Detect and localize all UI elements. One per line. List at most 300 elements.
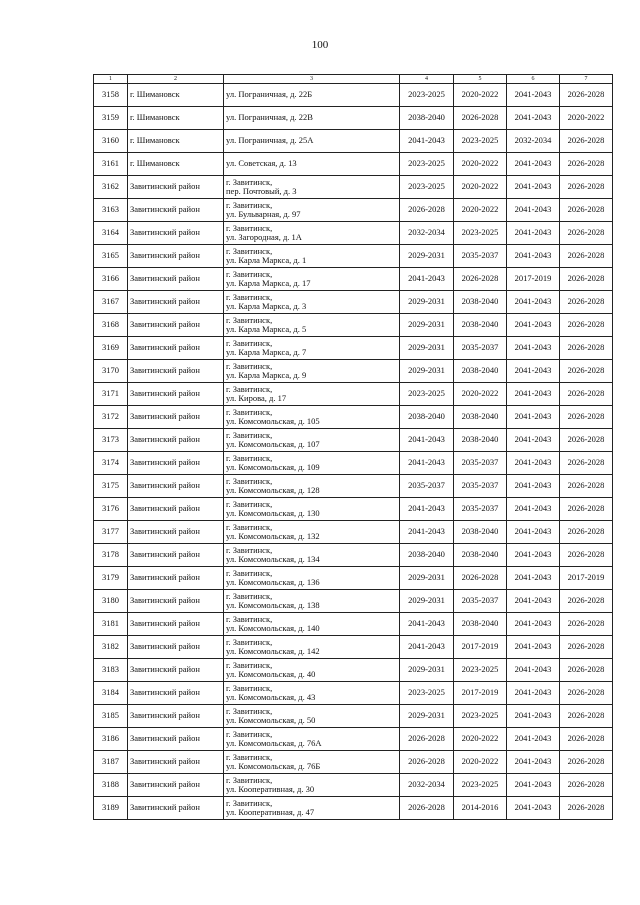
municipality-cell: Завитинский район bbox=[128, 705, 224, 728]
period-col4-cell: 2032-2034 bbox=[400, 774, 454, 797]
period-col7-cell: 2026-2028 bbox=[560, 521, 613, 544]
period-col6-cell: 2041-2043 bbox=[507, 636, 560, 659]
address-line-1: г. Завитинск, bbox=[226, 636, 273, 647]
address-line-1: г. Завитинск, bbox=[226, 567, 273, 578]
municipality-cell: Завитинский район bbox=[128, 475, 224, 498]
table-row bbox=[94, 153, 613, 176]
period-col6-cell: 2041-2043 bbox=[507, 337, 560, 360]
address-line-2: ул. Карла Маркса, д. 5 bbox=[226, 324, 307, 334]
period-col6-cell: 2041-2043 bbox=[507, 590, 560, 613]
period-col6-cell: 2041-2043 bbox=[507, 728, 560, 751]
address-line-1: г. Завитинск, bbox=[226, 291, 273, 302]
table-row bbox=[94, 797, 613, 820]
address-line-2: ул. Карла Маркса, д. 9 bbox=[226, 370, 307, 380]
period-col4-cell: 2023-2025 bbox=[400, 383, 454, 406]
period-col4-cell: 2029-2031 bbox=[400, 659, 454, 682]
address-cell bbox=[224, 659, 400, 682]
municipality-cell: Завитинский район bbox=[128, 291, 224, 314]
address-line-1: г. Завитинск, bbox=[226, 544, 273, 555]
period-col4-cell: 2041-2043 bbox=[400, 452, 454, 475]
table-row bbox=[94, 544, 613, 567]
period-col6-cell: 2032-2034 bbox=[507, 130, 560, 153]
row-number-cell: 3178 bbox=[94, 544, 128, 567]
period-col5-cell: 2038-2040 bbox=[454, 544, 507, 567]
period-col5-cell: 2035-2037 bbox=[454, 498, 507, 521]
row-number-cell: 3175 bbox=[94, 475, 128, 498]
period-col6-cell: 2041-2043 bbox=[507, 245, 560, 268]
address-cell bbox=[224, 291, 400, 314]
address-cell bbox=[224, 498, 400, 521]
address-cell bbox=[224, 636, 400, 659]
period-col5-cell: 2017-2019 bbox=[454, 682, 507, 705]
period-col7-cell: 2026-2028 bbox=[560, 268, 613, 291]
address-cell bbox=[224, 705, 400, 728]
address-cell bbox=[224, 406, 400, 429]
housing-registry-table bbox=[93, 74, 613, 820]
address-line-1: г. Завитинск, bbox=[226, 314, 273, 325]
column-number-row bbox=[94, 75, 613, 84]
address-line-1: г. Завитинск, bbox=[226, 429, 273, 440]
period-col6-cell: 2041-2043 bbox=[507, 107, 560, 130]
address-line-1: г. Завитинск, bbox=[226, 590, 273, 601]
period-col7-cell: 2020-2022 bbox=[560, 107, 613, 130]
address-line-1: ул. Пограничная, д. 22В bbox=[226, 112, 313, 123]
period-col5-cell: 2017-2019 bbox=[454, 636, 507, 659]
address-line-1: г. Завитинск, bbox=[226, 383, 273, 394]
period-col5-cell: 2038-2040 bbox=[454, 429, 507, 452]
period-col7-cell: 2026-2028 bbox=[560, 153, 613, 176]
period-col5-cell: 2035-2037 bbox=[454, 590, 507, 613]
row-number-cell: 3183 bbox=[94, 659, 128, 682]
column-number: 6 bbox=[507, 75, 560, 84]
period-col4-cell: 2029-2031 bbox=[400, 590, 454, 613]
address-line-1: г. Завитинск, bbox=[226, 613, 273, 624]
address-line-2: ул. Комсомольская, д. 142 bbox=[226, 646, 320, 656]
municipality-cell: Завитинский район bbox=[128, 314, 224, 337]
address-line-2: ул. Комсомольская, д. 140 bbox=[226, 623, 320, 633]
table-row bbox=[94, 84, 613, 107]
period-col4-cell: 2041-2043 bbox=[400, 521, 454, 544]
table-row bbox=[94, 659, 613, 682]
table-row bbox=[94, 613, 613, 636]
table-row bbox=[94, 636, 613, 659]
period-col5-cell: 2038-2040 bbox=[454, 521, 507, 544]
address-cell bbox=[224, 245, 400, 268]
row-number-cell: 3159 bbox=[94, 107, 128, 130]
period-col5-cell: 2023-2025 bbox=[454, 659, 507, 682]
period-col4-cell: 2023-2025 bbox=[400, 153, 454, 176]
period-col7-cell: 2026-2028 bbox=[560, 659, 613, 682]
table-row bbox=[94, 222, 613, 245]
period-col7-cell: 2026-2028 bbox=[560, 682, 613, 705]
period-col6-cell: 2041-2043 bbox=[507, 544, 560, 567]
address-cell bbox=[224, 383, 400, 406]
table-row bbox=[94, 475, 613, 498]
column-number: 7 bbox=[560, 75, 613, 84]
period-col4-cell: 2041-2043 bbox=[400, 498, 454, 521]
municipality-cell: Завитинский район bbox=[128, 521, 224, 544]
period-col4-cell: 2038-2040 bbox=[400, 406, 454, 429]
period-col5-cell: 2038-2040 bbox=[454, 314, 507, 337]
row-number-cell: 3185 bbox=[94, 705, 128, 728]
address-cell bbox=[224, 429, 400, 452]
row-number-cell: 3160 bbox=[94, 130, 128, 153]
period-col7-cell: 2026-2028 bbox=[560, 613, 613, 636]
address-line-1: г. Завитинск, bbox=[226, 268, 273, 279]
address-line-1: г. Завитинск, bbox=[226, 659, 273, 670]
address-line-2: ул. Карла Маркса, д. 1 bbox=[226, 255, 307, 265]
address-cell bbox=[224, 84, 400, 107]
address-line-1: г. Завитинск, bbox=[226, 199, 273, 210]
period-col5-cell: 2035-2037 bbox=[454, 475, 507, 498]
period-col4-cell: 2023-2025 bbox=[400, 682, 454, 705]
address-line-1: г. Завитинск, bbox=[226, 360, 273, 371]
row-number-cell: 3187 bbox=[94, 751, 128, 774]
address-line-2: ул. Комсомольская, д. 40 bbox=[226, 669, 316, 679]
address-cell bbox=[224, 567, 400, 590]
period-col6-cell: 2041-2043 bbox=[507, 452, 560, 475]
period-col6-cell: 2041-2043 bbox=[507, 84, 560, 107]
period-col4-cell: 2038-2040 bbox=[400, 107, 454, 130]
municipality-cell: Завитинский район bbox=[128, 567, 224, 590]
period-col5-cell: 2023-2025 bbox=[454, 222, 507, 245]
period-col4-cell: 2041-2043 bbox=[400, 268, 454, 291]
address-cell bbox=[224, 360, 400, 383]
municipality-cell: г. Шимановск bbox=[128, 153, 224, 176]
period-col4-cell: 2029-2031 bbox=[400, 337, 454, 360]
address-cell bbox=[224, 130, 400, 153]
table-row bbox=[94, 360, 613, 383]
row-number-cell: 3171 bbox=[94, 383, 128, 406]
period-col7-cell: 2026-2028 bbox=[560, 383, 613, 406]
period-col7-cell: 2026-2028 bbox=[560, 544, 613, 567]
period-col5-cell: 2038-2040 bbox=[454, 360, 507, 383]
municipality-cell: Завитинский район bbox=[128, 751, 224, 774]
period-col7-cell: 2026-2028 bbox=[560, 360, 613, 383]
address-line-2: ул. Загородная, д. 1А bbox=[226, 232, 302, 242]
address-line-1: г. Завитинск, bbox=[226, 245, 273, 256]
row-number-cell: 3158 bbox=[94, 84, 128, 107]
period-col4-cell: 2029-2031 bbox=[400, 314, 454, 337]
address-line-1: г. Завитинск, bbox=[226, 797, 273, 808]
address-cell bbox=[224, 521, 400, 544]
municipality-cell: Завитинский район bbox=[128, 245, 224, 268]
address-cell bbox=[224, 199, 400, 222]
table-row bbox=[94, 314, 613, 337]
address-cell bbox=[224, 613, 400, 636]
period-col7-cell: 2026-2028 bbox=[560, 222, 613, 245]
period-col4-cell: 2026-2028 bbox=[400, 199, 454, 222]
period-col5-cell: 2026-2028 bbox=[454, 567, 507, 590]
period-col7-cell: 2026-2028 bbox=[560, 705, 613, 728]
column-number: 5 bbox=[454, 75, 507, 84]
row-number-cell: 3186 bbox=[94, 728, 128, 751]
address-line-2: ул. Комсомольская, д. 128 bbox=[226, 485, 320, 495]
period-col5-cell: 2020-2022 bbox=[454, 153, 507, 176]
period-col6-cell: 2041-2043 bbox=[507, 429, 560, 452]
period-col5-cell: 2023-2025 bbox=[454, 130, 507, 153]
row-number-cell: 3177 bbox=[94, 521, 128, 544]
period-col5-cell: 2023-2025 bbox=[454, 705, 507, 728]
address-line-1: ул. Советская, д. 13 bbox=[226, 158, 297, 169]
address-line-2: ул. Комсомольская, д. 105 bbox=[226, 416, 320, 426]
row-number-cell: 3176 bbox=[94, 498, 128, 521]
municipality-cell: Завитинский район bbox=[128, 222, 224, 245]
period-col5-cell: 2020-2022 bbox=[454, 751, 507, 774]
address-cell bbox=[224, 475, 400, 498]
address-line-2: ул. Кирова, д. 17 bbox=[226, 393, 287, 403]
period-col4-cell: 2023-2025 bbox=[400, 176, 454, 199]
row-number-cell: 3162 bbox=[94, 176, 128, 199]
address-line-2: ул. Комсомольская, д. 43 bbox=[226, 692, 316, 702]
period-col5-cell: 2038-2040 bbox=[454, 613, 507, 636]
address-cell bbox=[224, 268, 400, 291]
period-col6-cell: 2041-2043 bbox=[507, 567, 560, 590]
period-col4-cell: 2041-2043 bbox=[400, 636, 454, 659]
table-row bbox=[94, 590, 613, 613]
address-line-2: ул. Комсомольская, д. 136 bbox=[226, 577, 320, 587]
address-line-2: ул. Кооперативная, д. 30 bbox=[226, 784, 315, 794]
period-col7-cell: 2026-2028 bbox=[560, 176, 613, 199]
row-number-cell: 3163 bbox=[94, 199, 128, 222]
municipality-cell: г. Шимановск bbox=[128, 130, 224, 153]
period-col5-cell: 2026-2028 bbox=[454, 107, 507, 130]
table-row bbox=[94, 130, 613, 153]
table-row bbox=[94, 291, 613, 314]
page-number: 100 bbox=[311, 39, 329, 51]
municipality-cell: Завитинский район bbox=[128, 774, 224, 797]
row-number-cell: 3180 bbox=[94, 590, 128, 613]
address-line-2: ул. Комсомольская, д. 130 bbox=[226, 508, 320, 518]
period-col7-cell: 2026-2028 bbox=[560, 751, 613, 774]
row-number-cell: 3164 bbox=[94, 222, 128, 245]
municipality-cell: Завитинский район bbox=[128, 360, 224, 383]
address-line-2: ул. Карла Маркса, д. 7 bbox=[226, 347, 307, 357]
table-row bbox=[94, 521, 613, 544]
table-row bbox=[94, 751, 613, 774]
period-col6-cell: 2041-2043 bbox=[507, 360, 560, 383]
period-col5-cell: 2035-2037 bbox=[454, 452, 507, 475]
column-number: 2 bbox=[128, 75, 224, 84]
row-number-cell: 3189 bbox=[94, 797, 128, 820]
table-row bbox=[94, 498, 613, 521]
table-row bbox=[94, 567, 613, 590]
period-col7-cell: 2026-2028 bbox=[560, 406, 613, 429]
address-cell bbox=[224, 590, 400, 613]
table-row bbox=[94, 705, 613, 728]
municipality-cell: г. Шимановск bbox=[128, 84, 224, 107]
municipality-cell: Завитинский район bbox=[128, 590, 224, 613]
table-row bbox=[94, 682, 613, 705]
table-row bbox=[94, 176, 613, 199]
period-col7-cell: 2026-2028 bbox=[560, 245, 613, 268]
period-col7-cell: 2026-2028 bbox=[560, 130, 613, 153]
period-col7-cell: 2026-2028 bbox=[560, 498, 613, 521]
period-col6-cell: 2041-2043 bbox=[507, 475, 560, 498]
period-col6-cell: 2041-2043 bbox=[507, 406, 560, 429]
address-line-1: ул. Пограничная, д. 25А bbox=[226, 135, 314, 146]
period-col7-cell: 2026-2028 bbox=[560, 199, 613, 222]
period-col5-cell: 2035-2037 bbox=[454, 245, 507, 268]
address-line-1: г. Завитинск, bbox=[226, 751, 273, 762]
period-col5-cell: 2014-2016 bbox=[454, 797, 507, 820]
address-cell bbox=[224, 314, 400, 337]
address-line-2: ул. Комсомольская, д. 76Б bbox=[226, 761, 321, 771]
period-col6-cell: 2041-2043 bbox=[507, 199, 560, 222]
municipality-cell: Завитинский район bbox=[128, 498, 224, 521]
period-col6-cell: 2041-2043 bbox=[507, 682, 560, 705]
row-number-cell: 3172 bbox=[94, 406, 128, 429]
period-col6-cell: 2041-2043 bbox=[507, 751, 560, 774]
table-row bbox=[94, 337, 613, 360]
table-row bbox=[94, 406, 613, 429]
municipality-cell: Завитинский район bbox=[128, 337, 224, 360]
period-col7-cell: 2026-2028 bbox=[560, 452, 613, 475]
municipality-cell: Завитинский район bbox=[128, 797, 224, 820]
address-line-2: ул. Комсомольская, д. 134 bbox=[226, 554, 320, 564]
period-col6-cell: 2041-2043 bbox=[507, 291, 560, 314]
table-row bbox=[94, 452, 613, 475]
address-cell bbox=[224, 337, 400, 360]
row-number-cell: 3184 bbox=[94, 682, 128, 705]
period-col4-cell: 2029-2031 bbox=[400, 291, 454, 314]
period-col4-cell: 2038-2040 bbox=[400, 544, 454, 567]
address-line-1: ул. Пограничная, д. 22Б bbox=[226, 89, 313, 100]
column-number: 3 bbox=[224, 75, 400, 84]
period-col6-cell: 2041-2043 bbox=[507, 774, 560, 797]
address-cell bbox=[224, 222, 400, 245]
period-col4-cell: 2026-2028 bbox=[400, 751, 454, 774]
table-row bbox=[94, 107, 613, 130]
period-col5-cell: 2020-2022 bbox=[454, 84, 507, 107]
period-col4-cell: 2041-2043 bbox=[400, 130, 454, 153]
column-number: 1 bbox=[94, 75, 128, 84]
address-line-2: ул. Карла Маркса, д. 17 bbox=[226, 278, 311, 288]
address-line-1: г. Завитинск, bbox=[226, 774, 273, 785]
table-body bbox=[94, 75, 613, 820]
period-col6-cell: 2041-2043 bbox=[507, 797, 560, 820]
period-col7-cell: 2026-2028 bbox=[560, 590, 613, 613]
address-cell bbox=[224, 176, 400, 199]
row-number-cell: 3179 bbox=[94, 567, 128, 590]
address-cell bbox=[224, 682, 400, 705]
row-number-cell: 3174 bbox=[94, 452, 128, 475]
period-col7-cell: 2026-2028 bbox=[560, 291, 613, 314]
municipality-cell: Завитинский район bbox=[128, 176, 224, 199]
period-col6-cell: 2041-2043 bbox=[507, 521, 560, 544]
address-line-1: г. Завитинск, bbox=[226, 406, 273, 417]
municipality-cell: Завитинский район bbox=[128, 268, 224, 291]
address-line-1: г. Завитинск, bbox=[226, 222, 273, 233]
period-col4-cell: 2029-2031 bbox=[400, 245, 454, 268]
period-col6-cell: 2041-2043 bbox=[507, 613, 560, 636]
address-cell bbox=[224, 107, 400, 130]
period-col7-cell: 2017-2019 bbox=[560, 567, 613, 590]
table-row bbox=[94, 245, 613, 268]
address-cell bbox=[224, 544, 400, 567]
municipality-cell: Завитинский район bbox=[128, 636, 224, 659]
municipality-cell: Завитинский район bbox=[128, 383, 224, 406]
period-col7-cell: 2026-2028 bbox=[560, 728, 613, 751]
row-number-cell: 3167 bbox=[94, 291, 128, 314]
period-col4-cell: 2035-2037 bbox=[400, 475, 454, 498]
period-col5-cell: 2026-2028 bbox=[454, 268, 507, 291]
period-col7-cell: 2026-2028 bbox=[560, 475, 613, 498]
table-row bbox=[94, 728, 613, 751]
period-col4-cell: 2029-2031 bbox=[400, 567, 454, 590]
address-line-2: ул. Бульварная, д. 97 bbox=[226, 209, 301, 219]
address-line-2: ул. Кооперативная, д. 47 bbox=[226, 807, 315, 817]
table-row bbox=[94, 774, 613, 797]
address-line-2: ул. Комсомольская, д. 76А bbox=[226, 738, 322, 748]
address-line-1: г. Завитинск, bbox=[226, 705, 273, 716]
period-col7-cell: 2026-2028 bbox=[560, 429, 613, 452]
address-line-1: г. Завитинск, bbox=[226, 728, 273, 739]
period-col4-cell: 2026-2028 bbox=[400, 797, 454, 820]
period-col7-cell: 2026-2028 bbox=[560, 797, 613, 820]
period-col7-cell: 2026-2028 bbox=[560, 84, 613, 107]
period-col7-cell: 2026-2028 bbox=[560, 774, 613, 797]
period-col5-cell: 2038-2040 bbox=[454, 291, 507, 314]
municipality-cell: Завитинский район bbox=[128, 728, 224, 751]
address-line-1: г. Завитинск, bbox=[226, 498, 273, 509]
period-col6-cell: 2041-2043 bbox=[507, 314, 560, 337]
municipality-cell: Завитинский район bbox=[128, 429, 224, 452]
address-line-1: г. Завитинск, bbox=[226, 682, 273, 693]
period-col6-cell: 2041-2043 bbox=[507, 659, 560, 682]
address-line-1: г. Завитинск, bbox=[226, 176, 273, 187]
period-col5-cell: 2020-2022 bbox=[454, 728, 507, 751]
row-number-cell: 3169 bbox=[94, 337, 128, 360]
period-col4-cell: 2032-2034 bbox=[400, 222, 454, 245]
period-col5-cell: 2020-2022 bbox=[454, 176, 507, 199]
period-col5-cell: 2038-2040 bbox=[454, 406, 507, 429]
address-line-2: ул. Карла Маркса, д. 3 bbox=[226, 301, 307, 311]
address-line-2: ул. Комсомольская, д. 107 bbox=[226, 439, 320, 449]
address-line-2: пер. Почтовый, д. 3 bbox=[226, 186, 297, 196]
municipality-cell: Завитинский район bbox=[128, 544, 224, 567]
address-line-2: ул. Комсомольская, д. 50 bbox=[226, 715, 316, 725]
address-line-2: ул. Комсомольская, д. 138 bbox=[226, 600, 320, 610]
address-line-2: ул. Комсомольская, д. 132 bbox=[226, 531, 320, 541]
municipality-cell: Завитинский район bbox=[128, 452, 224, 475]
row-number-cell: 3173 bbox=[94, 429, 128, 452]
period-col6-cell: 2041-2043 bbox=[507, 176, 560, 199]
municipality-cell: Завитинский район bbox=[128, 613, 224, 636]
row-number-cell: 3161 bbox=[94, 153, 128, 176]
period-col6-cell: 2041-2043 bbox=[507, 153, 560, 176]
table-row bbox=[94, 268, 613, 291]
period-col4-cell: 2029-2031 bbox=[400, 705, 454, 728]
period-col4-cell: 2041-2043 bbox=[400, 429, 454, 452]
row-number-cell: 3188 bbox=[94, 774, 128, 797]
address-cell bbox=[224, 774, 400, 797]
address-line-1: г. Завитинск, bbox=[226, 475, 273, 486]
row-number-cell: 3165 bbox=[94, 245, 128, 268]
municipality-cell: Завитинский район bbox=[128, 659, 224, 682]
row-number-cell: 3181 bbox=[94, 613, 128, 636]
address-cell bbox=[224, 751, 400, 774]
table-row bbox=[94, 199, 613, 222]
table-row bbox=[94, 429, 613, 452]
address-line-2: ул. Комсомольская, д. 109 bbox=[226, 462, 320, 472]
address-line-1: г. Завитинск, bbox=[226, 337, 273, 348]
address-cell bbox=[224, 728, 400, 751]
address-line-1: г. Завитинск, bbox=[226, 452, 273, 463]
row-number-cell: 3182 bbox=[94, 636, 128, 659]
address-cell bbox=[224, 153, 400, 176]
row-number-cell: 3166 bbox=[94, 268, 128, 291]
